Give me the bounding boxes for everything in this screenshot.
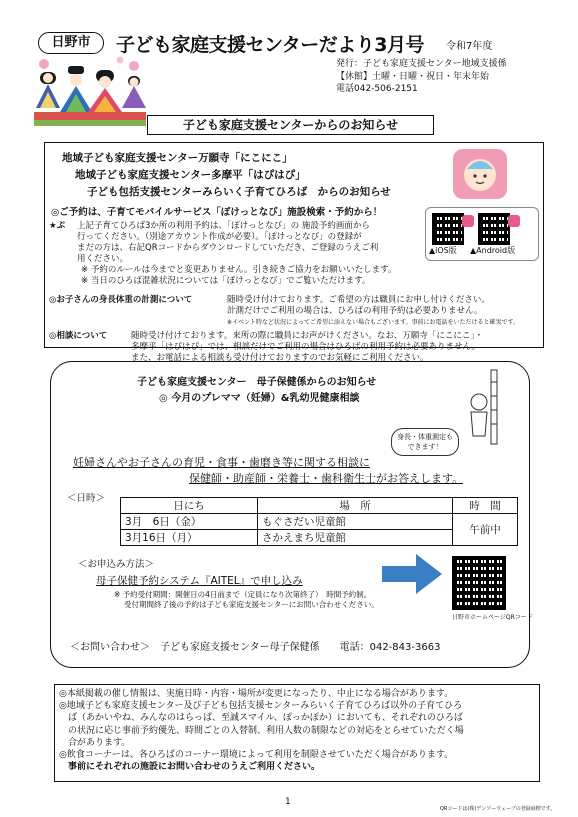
qr-trademark-note: QRコードは(株)デンソーウェーブの登録商標です。 — [440, 806, 556, 812]
booking-line: まだの方は、右記QRコードからダウンロードしていただき、ご登録のうえご利 — [77, 243, 379, 253]
peach-blossom-icon — [129, 61, 139, 71]
note-line: 合があります。 — [59, 737, 131, 748]
phone-number: 電話042-506-2151 — [336, 84, 418, 94]
publisher-line: 発行：子ども家庭支援センター地域支援係 — [336, 59, 507, 69]
notice-box — [44, 142, 544, 363]
booking-line: 行ってください。（別途アカウント作成が必要）。「ぽけっとなび」の登録が — [77, 232, 362, 242]
measure-note: ※イベント時など状況によってご希望に添えない場合もございます。事前にお電話をいただけると確実です。 — [227, 319, 520, 326]
row-date: 3月 6日（金） — [121, 514, 258, 530]
general-notes-box — [54, 684, 540, 782]
era-label: 令和7年度 — [446, 41, 493, 52]
note-line: ◎飲食コーナーは、各ひろばのコーナー環境によって利用を制限させていただく場合があります。 — [59, 750, 454, 761]
ios-qr-code[interactable] — [432, 213, 464, 245]
aitel-link[interactable]: 母子保健予約システム『AITEL』で申し込み — [96, 575, 303, 587]
hino-homepage-qr-code[interactable] — [452, 556, 506, 610]
apply-notes — [114, 590, 379, 610]
booking-instructions — [77, 221, 397, 287]
baby-face-icon — [453, 149, 507, 199]
page-title: 子ども家庭支援センターだより3月号 — [116, 34, 424, 56]
health-lead-line1 — [73, 454, 370, 470]
pocket-navi-app-icon[interactable] — [453, 149, 507, 199]
section-header: 子ども家庭支援センターからのお知らせ — [147, 115, 434, 135]
bubble-line: 身長・体重測定も — [397, 433, 453, 441]
health-contact: ＜お問い合わせ＞ 子ども家庭支援センター母子保健係 電話：042-843-3663 — [70, 642, 441, 653]
consult-line: 随時受け付けております。来所の際に職員にお声がけください。なお、万願寺「にこにこ」・ — [131, 331, 484, 341]
health-lead-line2 — [189, 470, 463, 486]
notice-heading-miraiku: 子ども包括支援センターみらいく子育てひろば からのお知らせ — [87, 186, 391, 198]
apply-label: ＜お申込み方法＞ — [78, 559, 155, 570]
city-badge: 日野市 — [38, 32, 104, 54]
row-place: さかえまち児童館 — [258, 530, 453, 546]
measure-title: ◎お子さんの身長体重の計測について — [49, 295, 193, 305]
row-date: 3月16日（月） — [121, 530, 258, 546]
qr-caption: 日野市ホームページQRコード — [452, 614, 533, 621]
app-mini-icon — [462, 215, 474, 227]
lead-text: 妊婦さんやお子さんの育児・食事・歯磨き等に関する相談に — [73, 456, 370, 469]
bubble-line: できます！ — [407, 443, 443, 451]
booking-line: 用ください。 — [77, 254, 129, 264]
measure-line: 計測だけでご利用の場合は、ひろばの利用予約は必要ありません。 — [227, 306, 483, 316]
ios-label: ▲iOS版 — [429, 246, 457, 255]
closed-days: 【休館】土曜・日曜・祝日・年末年始 — [336, 71, 490, 82]
consult-line: また、お電話による相談も受け付けておりますのでお気軽にご利用ください。 — [131, 353, 429, 363]
note-line: の状況に応じ事前予約優先、時間ごとの入替制、利用人数の制限などの対応をとらせていただく場 — [59, 725, 464, 736]
health-subtitle: ◎ 今月のプレママ（妊婦）&乳幼児健康相談 — [159, 393, 360, 404]
column-header-place: 場 所 — [258, 498, 453, 514]
table-row — [121, 514, 518, 530]
note-line: ◎本紙掲載の催し情報は、実施日時・内容・場所が変更になったり、中止になる場合があります。 — [59, 689, 454, 699]
app-qr-panel — [425, 207, 539, 261]
booking-notice: ◎ご予約は、子育てモバイルサービス「ぽけっとなび」施設検索・予約から！ — [51, 207, 383, 218]
peach-blossom-icon — [117, 57, 124, 64]
consult-title: ◎相談について — [49, 331, 108, 341]
note-line: 事前にそれぞれの施設にお問い合わせのうえご利用ください。 — [59, 762, 321, 773]
android-label: ▲Android版 — [470, 246, 516, 255]
apply-note: ※ 予約受付期間：開催日の4日前まで（定員になり次第終了） 時間予約制。 — [114, 590, 372, 599]
schedule-table — [120, 497, 518, 546]
notice-heading-hapihapi: 地域子ども家庭支援センター多摩平「はぴはぴ」 — [75, 169, 306, 181]
health-title: 子ども家庭支援センター 母子保健係からのお知らせ — [137, 377, 377, 388]
apply-note: 受付期間終了後の予約は子ども家庭支援センターにお問い合わせください。 — [124, 600, 379, 609]
page-number: 1 — [285, 797, 291, 807]
arrow-right-icon — [382, 554, 442, 594]
measure-body — [227, 295, 519, 326]
row-time: 午前中 — [453, 514, 518, 546]
table-header-row — [121, 498, 518, 514]
note-line: ◎地域子ども家庭支援センター及び子ども包括支援センターみらいく子育てひろば以外の子育てひろ — [59, 701, 463, 712]
otasa-label: ★ぷ — [49, 221, 66, 231]
peach-blossom-icon — [39, 59, 49, 69]
height-measure-illustration — [461, 368, 521, 446]
schedule-label: ＜日時＞ — [67, 493, 106, 504]
column-header-date: 日にち — [121, 498, 258, 514]
booking-note: ※ 当日のひろば混雑状況については「ぽけっとなび」でご覧いただけます。 — [81, 276, 371, 286]
android-qr-code[interactable] — [478, 213, 510, 245]
speech-bubble — [391, 428, 459, 456]
row-place: もぐさだい児童館 — [258, 514, 453, 530]
booking-note: ※ 予約のルールは今までと変更ありません。引き続きご協力をお願いいたします。 — [81, 265, 397, 275]
note-line: ば（あかいやね、みんなのはらっぱ、至誠スマイル、ぽっかぽか）においても、それぞれのひろば — [59, 713, 463, 724]
consult-line: 多摩平「はぴはぴ」では、相談だけでご利用の場合はひろばの利用予約は必要ありません。 — [131, 342, 481, 352]
lead-text: 保健師・助産師・栄養士・歯科衛生士がお答えします。 — [189, 472, 464, 485]
app-mini-icon — [508, 215, 520, 227]
notes-body — [59, 688, 464, 773]
hina-dolls-illustration — [34, 56, 146, 128]
booking-line: 上記子育てひろば3か所の利用予約は、「ぽけっとなび」の 施設予約画面から — [77, 221, 370, 231]
consult-body — [131, 331, 483, 364]
measure-line: 随時受け付けております。ご希望の方は職員にお申し付けください。 — [227, 295, 490, 305]
column-header-time: 時 間 — [453, 498, 518, 514]
notice-heading-nikoniko: 地域子ども家庭支援センター万願寺「にこにこ」 — [62, 152, 293, 164]
publisher-info — [336, 58, 507, 96]
